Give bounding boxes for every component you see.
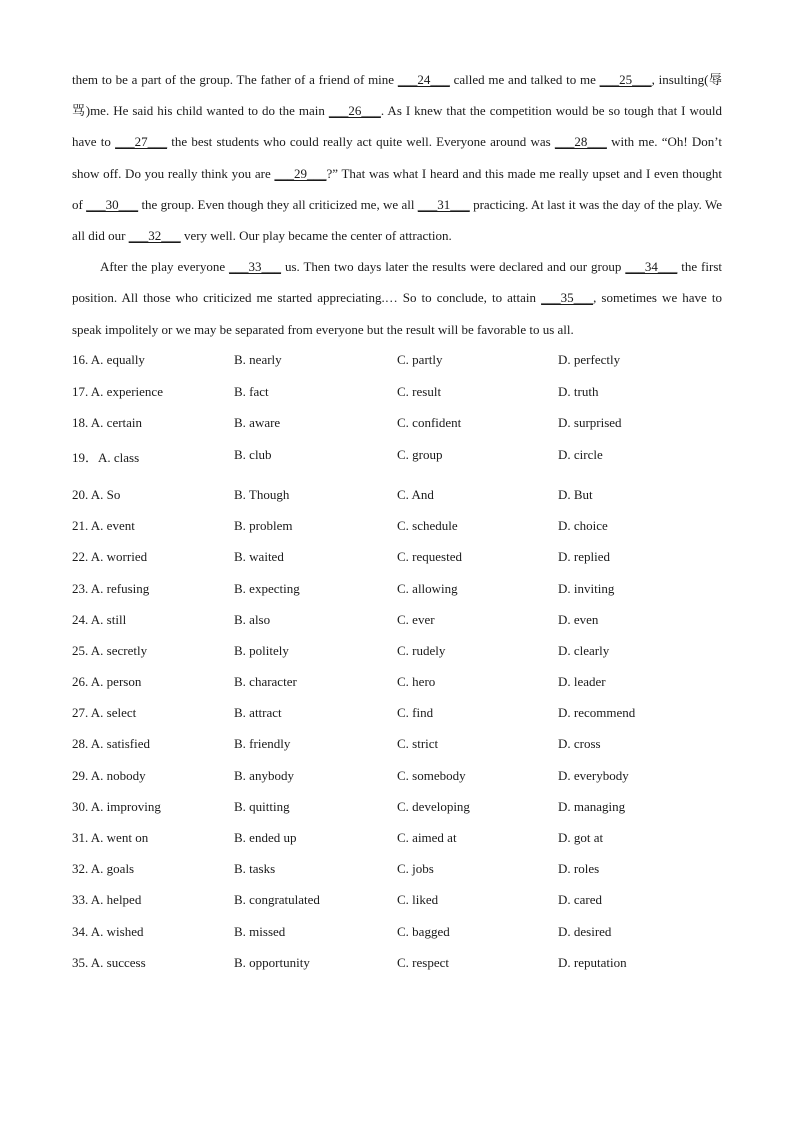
option-b: B. attract: [234, 705, 282, 721]
option-a: 33. A. helped: [72, 892, 142, 908]
option-c: C. respect: [397, 954, 449, 970]
option-d: D. replied: [558, 549, 610, 565]
option-b: B. nearly: [234, 352, 282, 368]
option-a: 26. A. person: [72, 674, 142, 690]
option-a: 29. A. nobody: [72, 767, 146, 783]
option-d: D. choice: [558, 518, 608, 534]
passage-text: After the play everyone: [100, 259, 230, 275]
option-c: C. group: [397, 447, 443, 463]
option-c: C. result: [397, 383, 442, 399]
blank-25: ___25___: [599, 72, 652, 87]
question-row-20: [72, 479, 722, 510]
option-a: 17. A. experience: [72, 383, 163, 399]
option-a: 20. A. So: [72, 486, 121, 502]
passage-text: , sometimes we have to speak impolitely or we may be separated from everyone but the result will be favorable to us all.: [72, 290, 722, 337]
option-a: 19．A. class: [72, 450, 140, 466]
option-b: B. waited: [234, 549, 284, 565]
option-c: C. developing: [397, 798, 470, 814]
question-row-25: [72, 635, 722, 666]
option-c: C. jobs: [397, 861, 434, 877]
option-c: C. strict: [397, 736, 439, 752]
option-b: B. club: [234, 447, 272, 463]
question-row-32: [72, 854, 722, 885]
option-d: D. perfectly: [558, 352, 621, 368]
option-c: C. aimed at: [397, 830, 457, 846]
option-b: B. aware: [234, 414, 281, 430]
blank-26: ___26___: [328, 103, 381, 119]
option-b: B. tasks: [234, 861, 276, 877]
option-b: B. ended up: [234, 830, 297, 846]
question-row-18: [72, 407, 722, 438]
option-c: C. find: [397, 705, 434, 721]
document-page: [72, 64, 722, 978]
option-a: 22. A. worried: [72, 549, 148, 565]
question-row-23: [72, 573, 722, 604]
option-b: B. problem: [234, 518, 293, 534]
option-a: 34. A. wished: [72, 923, 144, 939]
question-row-33: [72, 885, 722, 916]
option-d: D. recommend: [558, 705, 636, 721]
blank-34: ___34___: [625, 259, 678, 275]
passage-text: . As I knew that the competition would be so tough that I would have to: [72, 103, 722, 150]
passage-text: the group. Even though they all criticized me, we all: [138, 196, 418, 212]
option-a: 27. A. select: [72, 705, 137, 721]
option-d: D. clearly: [558, 642, 610, 658]
passage-text: the best students who could really act quite well. Everyone around was: [167, 134, 555, 150]
blank-30: ___30___: [86, 196, 139, 212]
question-row-22: [72, 542, 722, 573]
option-c: C. partly: [397, 352, 443, 368]
question-row-29: [72, 760, 722, 791]
option-b: B. congratulated: [234, 892, 320, 908]
option-d: D. got at: [558, 830, 604, 846]
option-d: D. managing: [558, 798, 626, 814]
option-a: 23. A. refusing: [72, 580, 150, 596]
option-b: B. character: [234, 674, 297, 690]
passage-text: very well. Our play became the center of attraction.: [180, 228, 452, 244]
option-a: 18. A. certain: [72, 414, 143, 430]
option-d: D. reputation: [558, 954, 627, 970]
passage-text: ?” That was what I heard and this made me really upset and I even thought of: [72, 165, 722, 212]
option-b: B. missed: [234, 923, 286, 939]
option-a: 16. A. equally: [72, 352, 145, 368]
passage-text: called me and talked to me: [449, 72, 600, 87]
question-row-19: [72, 438, 722, 479]
blank-29: ___29___: [274, 165, 327, 181]
option-a: 21. A. event: [72, 518, 135, 534]
option-b: B. anybody: [234, 767, 294, 783]
option-b: B. politely: [234, 642, 289, 658]
option-d: D. cross: [558, 736, 601, 752]
passage-text: , insulting(辱骂)me. He said his child wanted to do the main: [72, 72, 722, 119]
option-d: D. truth: [558, 383, 599, 399]
option-c: C. confident: [397, 414, 462, 430]
question-row-28: [72, 729, 722, 760]
option-b: B. friendly: [234, 736, 291, 752]
option-d: D. But: [558, 486, 593, 502]
passage-text: us. Then two days later the results were declared and our group: [281, 259, 626, 275]
option-d: D. everybody: [558, 767, 629, 783]
option-b: B. expecting: [234, 580, 300, 596]
blank-28: ___28___: [554, 134, 607, 150]
question-row-16: [72, 345, 722, 376]
blank-27: ___27___: [115, 134, 168, 150]
passage-text: practicing. At last it was the day of the play. We all did our: [72, 196, 722, 244]
option-c: C. bagged: [397, 923, 450, 939]
option-a: 30. A. improving: [72, 798, 161, 814]
option-a: 25. A. secretly: [72, 642, 148, 658]
option-c: C. hero: [397, 674, 436, 690]
option-d: D. surprised: [558, 414, 622, 430]
blank-33: ___33___: [229, 259, 282, 275]
option-d: D. even: [558, 611, 599, 627]
blank-31: ___31___: [417, 196, 470, 212]
question-row-30: [72, 791, 722, 822]
option-b: B. fact: [234, 383, 269, 399]
question-row-35: [72, 947, 722, 978]
question-row-21: [72, 511, 722, 542]
blank-35: ___35___: [541, 290, 594, 306]
question-row-27: [72, 698, 722, 729]
option-d: D. roles: [558, 861, 600, 877]
option-d: D. circle: [558, 447, 603, 463]
passage-text: them to be a part of the group. The father of a friend of mine: [72, 72, 398, 87]
option-d: D. cared: [558, 892, 603, 908]
option-d: D. inviting: [558, 580, 615, 596]
blank-32: ___32___: [128, 228, 181, 244]
option-a: 32. A. goals: [72, 861, 135, 877]
option-d: D. leader: [558, 674, 606, 690]
option-c: C. allowing: [397, 580, 458, 596]
option-c: C. somebody: [397, 767, 466, 783]
option-c: C. liked: [397, 892, 439, 908]
option-d: D. desired: [558, 923, 612, 939]
option-a: 35. A. success: [72, 954, 146, 970]
option-b: B. Though: [234, 486, 290, 502]
question-row-34: [72, 916, 722, 947]
passage-text: the first position. All those who criticized me started appreciating.… So to conclude, to attain: [72, 259, 722, 306]
option-a: 24. A. still: [72, 611, 127, 627]
option-c: C. requested: [397, 549, 462, 565]
option-c: C. rudely: [397, 642, 446, 658]
blank-24: ___24___: [397, 72, 450, 87]
option-c: C. ever: [397, 611, 435, 627]
passage-paragraph-1: [72, 64, 722, 251]
option-c: C. And: [397, 486, 434, 502]
answer-options: [72, 345, 722, 979]
option-b: B. also: [234, 611, 271, 627]
option-c: C. schedule: [397, 518, 458, 534]
option-b: B. opportunity: [234, 954, 310, 970]
question-row-26: [72, 667, 722, 698]
question-row-31: [72, 822, 722, 853]
passage-paragraph-2: [72, 251, 722, 345]
option-b: B. quitting: [234, 798, 290, 814]
question-row-17: [72, 376, 722, 407]
option-a: 28. A. satisfied: [72, 736, 150, 752]
option-a: 31. A. went on: [72, 830, 149, 846]
question-row-24: [72, 604, 722, 635]
passage-text: with me. “Oh! Don’t show off. Do you really think you are: [72, 134, 723, 181]
